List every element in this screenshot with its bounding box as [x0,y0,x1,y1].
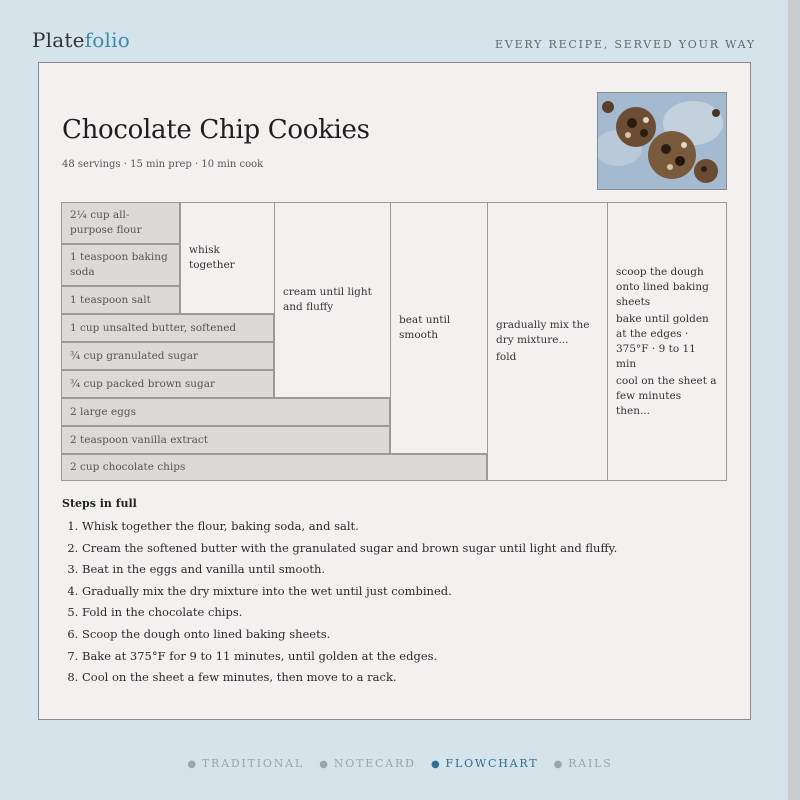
step-item: 1. Whisk together the flour, baking soda, and salt. [82,516,617,538]
step-whisk-label: whisk together [189,244,235,271]
ingredient-baking-soda: 1 teaspoon baking soda [61,244,180,286]
dot-icon: ● [553,759,565,770]
ingredient-salt: 1 teaspoon salt [61,286,180,314]
tagline: EVERY RECIPE, SERVED YOUR WAY [495,38,756,51]
step-cool-label: cool on the sheet a few minutes then... [616,374,717,417]
window-edge [788,0,800,800]
step-beat-label: beat until smooth [399,314,451,341]
flowchart [61,202,727,481]
recipe-title: Chocolate Chip Cookies [62,115,370,145]
step-item: 5. Fold in the chocolate chips. [82,602,617,624]
brand-part-1: Plate [32,28,85,52]
ingredient-brown-sugar: ¾ cup packed brown sugar [61,370,274,398]
step-whisk [180,202,275,314]
nav-notecard[interactable] [319,757,415,770]
recipe-meta: 48 servings · 15 min prep · 10 min cook [62,159,264,170]
nav-notecard-label: NOTECARD [333,757,416,770]
ingredient-chocolate-chips: 2 cup chocolate chips [61,454,487,481]
step-bake-label: bake until golden at the edges · 375°F · 9 to 11 min [616,312,709,370]
step-item: 8. Cool on the sheet a few minutes, then move to a rack. [82,667,617,689]
dot-icon: ● [319,759,330,770]
step-cream [274,202,391,398]
ingredient-butter: 1 cup unsalted butter, softened [61,314,274,342]
recipe-photo [597,92,727,190]
steps-heading: Steps in full [62,497,137,510]
ingredient-granulated-sugar: ¾ cup granulated sugar [61,342,274,370]
nav-rails[interactable] [554,757,613,770]
nav-flowchart[interactable] [431,757,538,770]
nav-rails-label: RAILS [568,757,613,770]
step-item: 3. Beat in the eggs and vanilla until smooth. [82,559,617,581]
step-mix-label: gradually mix the dry mixture... [496,319,590,346]
step-beat [390,202,488,454]
step-item: 6. Scoop the dough onto lined baking sheets. [82,624,617,646]
nav-flowchart-label: FLOWCHART [445,757,539,770]
step-fold-label: fold [496,351,517,363]
recipe-card [38,62,751,720]
step-item: 4. Gradually mix the dry mixture into the wet until just combined. [82,581,617,603]
view-switcher [0,757,800,770]
step-item: 2. Cream the softened butter with the granulated sugar and brown sugar until light and fluffy. [82,538,617,560]
brand-logo[interactable] [32,28,130,52]
step-cream-label: cream until light and fluffy [283,286,372,313]
steps-list [62,516,617,689]
cookies-image [598,93,726,189]
step-scoop-label: scoop the dough onto lined baking sheets [616,265,709,308]
dot-icon: ● [431,759,442,770]
ingredient-flour: 2¼ cup all-purpose flour [61,202,180,244]
step-scoop-bake-cool [607,202,727,481]
dot-icon: ● [187,759,198,770]
ingredient-vanilla: 2 teaspoon vanilla extract [61,426,390,454]
ingredient-eggs: 2 large eggs [61,398,390,426]
nav-traditional-label: TRADITIONAL [201,757,304,770]
step-mix-fold [487,202,608,481]
brand-part-2: folio [84,28,130,52]
step-item: 7. Bake at 375°F for 9 to 11 minutes, until golden at the edges. [82,646,617,668]
nav-traditional[interactable] [187,757,304,770]
